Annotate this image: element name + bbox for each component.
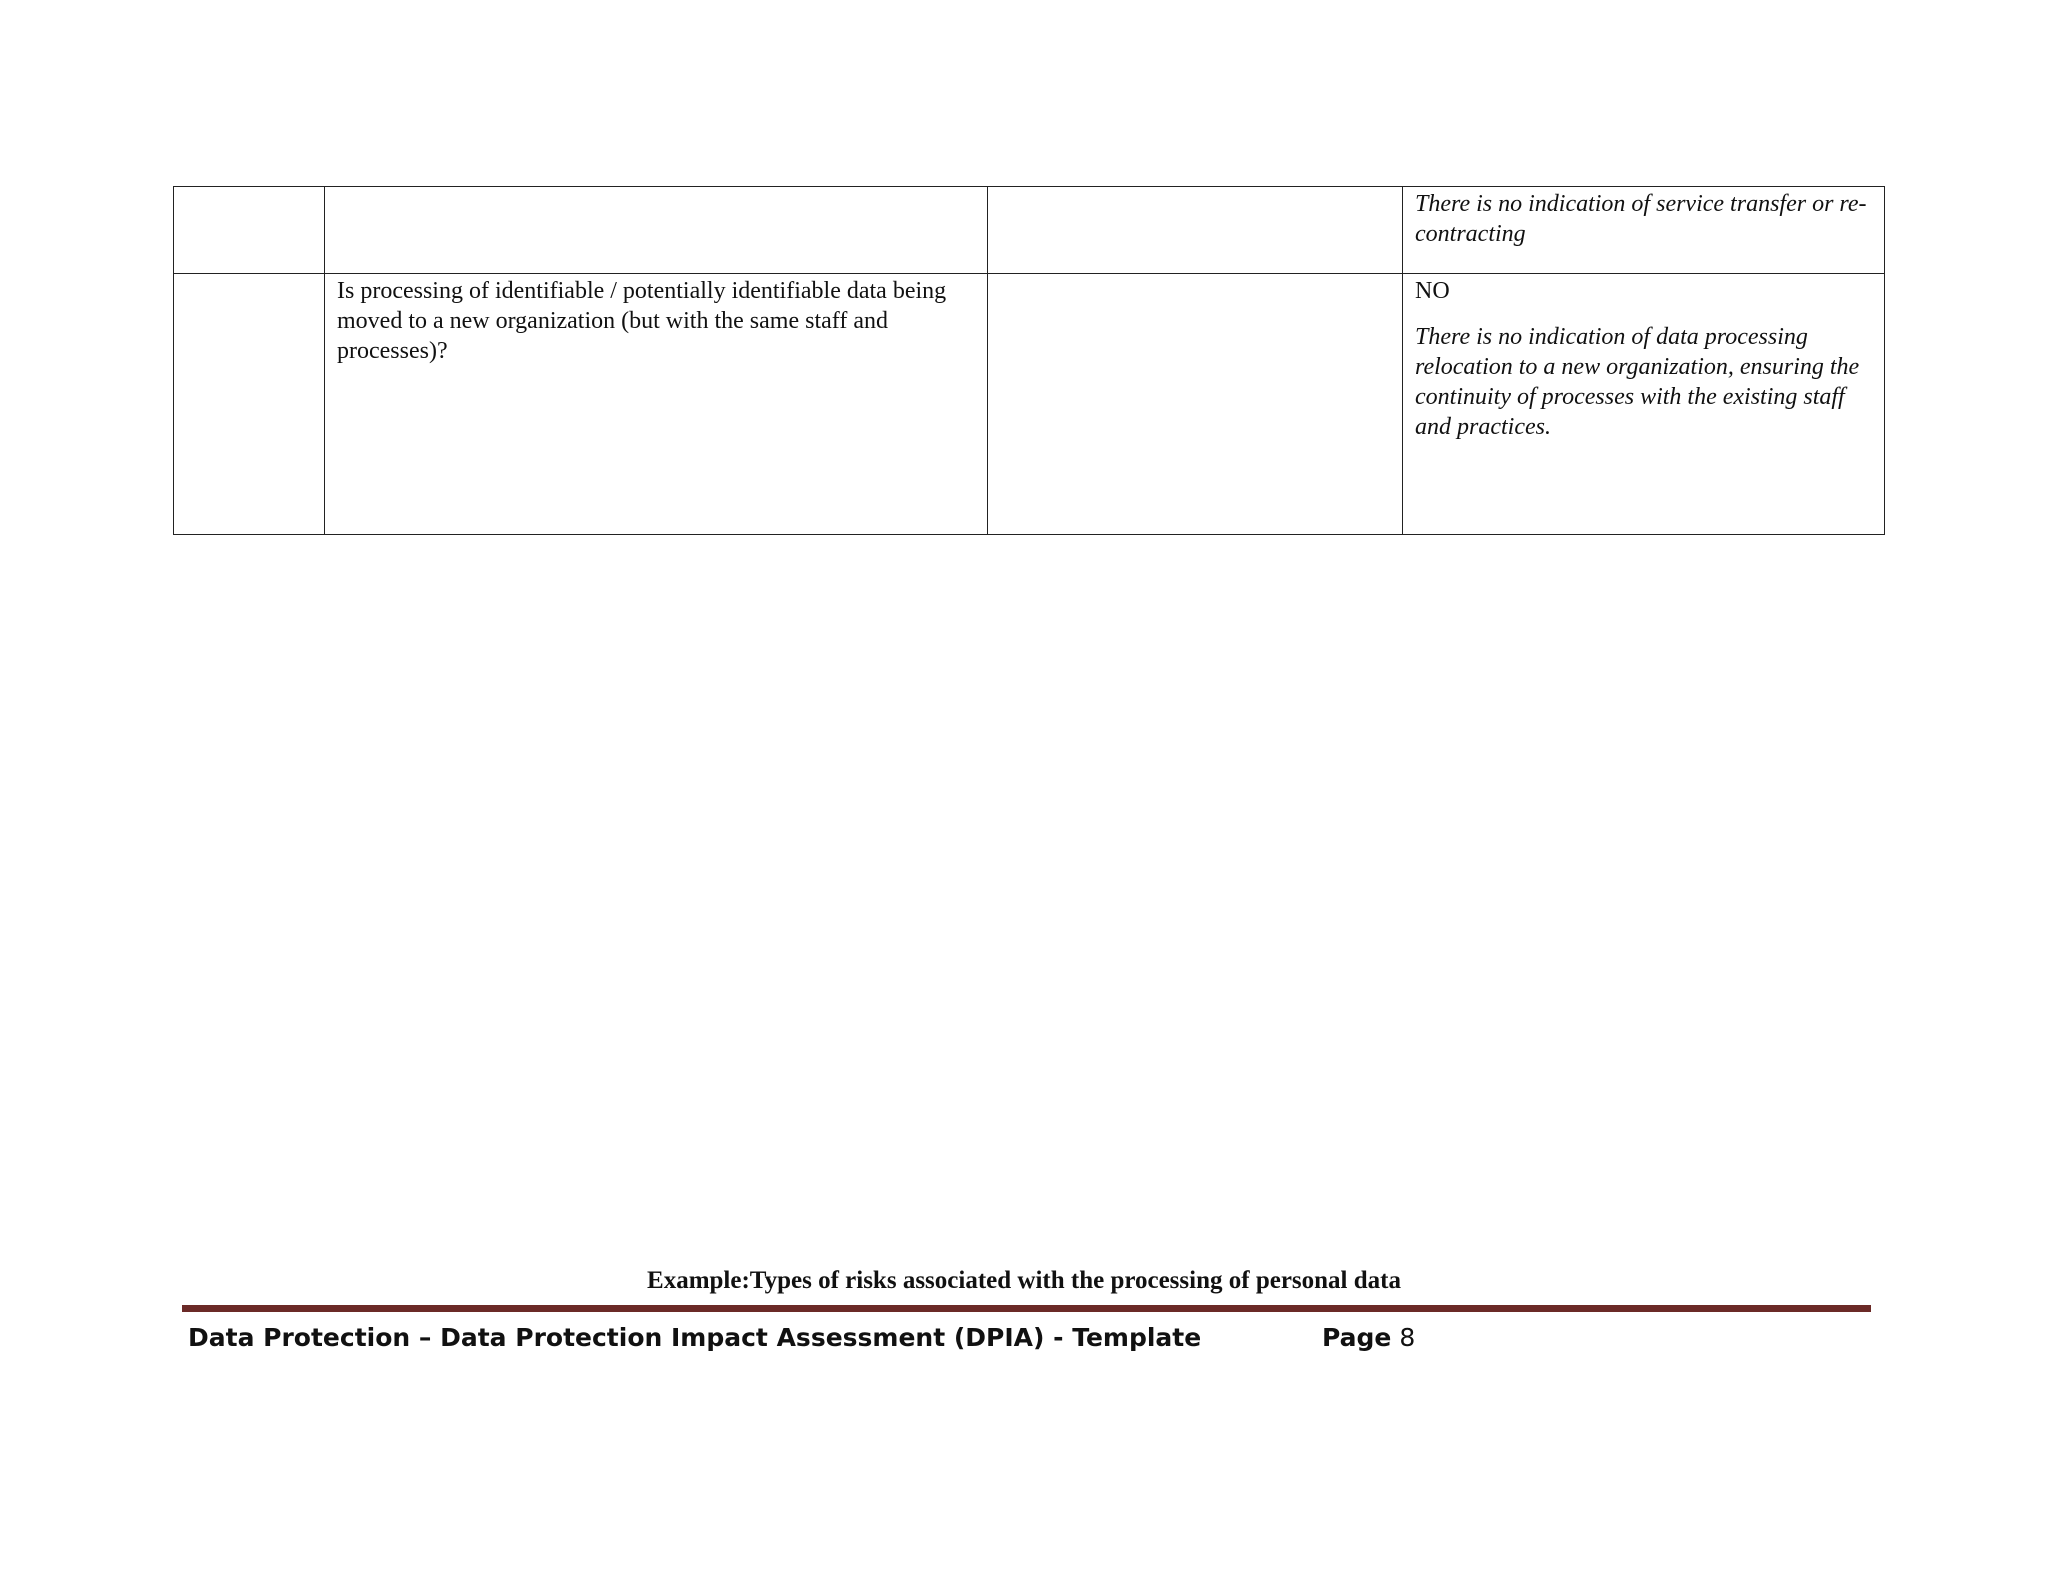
table-cell-question	[325, 187, 988, 274]
page-indicator	[1322, 1322, 1415, 1354]
response-answer: NO	[1415, 278, 1450, 304]
assessment-table	[173, 186, 1885, 535]
table-cell-ref	[174, 274, 325, 535]
response-note: There is no indication of service transfer or re-contracting	[1415, 191, 1867, 247]
table-cell-response	[1403, 274, 1885, 535]
question-text: Is processing of identifiable / potentially identifiable data being moved to a new organization (but with the same staff and processes)?	[337, 278, 947, 364]
table-row	[174, 187, 1885, 274]
table-row	[174, 274, 1885, 535]
table-cell-comments	[988, 274, 1403, 535]
footer-divider	[182, 1305, 1871, 1312]
page-label: Page	[1322, 1323, 1392, 1352]
table-cell-comments	[988, 187, 1403, 274]
response-note: There is no indication of data processing relocation to a new organization, ensuring the continuity of processes with the existing staff and practices.	[1415, 324, 1860, 440]
section-caption: Example:Types of risks associated with the processing of personal data	[647, 1267, 1401, 1294]
footer-title: Data Protection – Data Protection Impact Assessment (DPIA) - Template	[188, 1323, 1202, 1352]
table-cell-response	[1403, 187, 1885, 274]
table-cell-ref	[174, 187, 325, 274]
page-number: 8	[1399, 1323, 1416, 1352]
table-cell-question	[325, 274, 988, 535]
